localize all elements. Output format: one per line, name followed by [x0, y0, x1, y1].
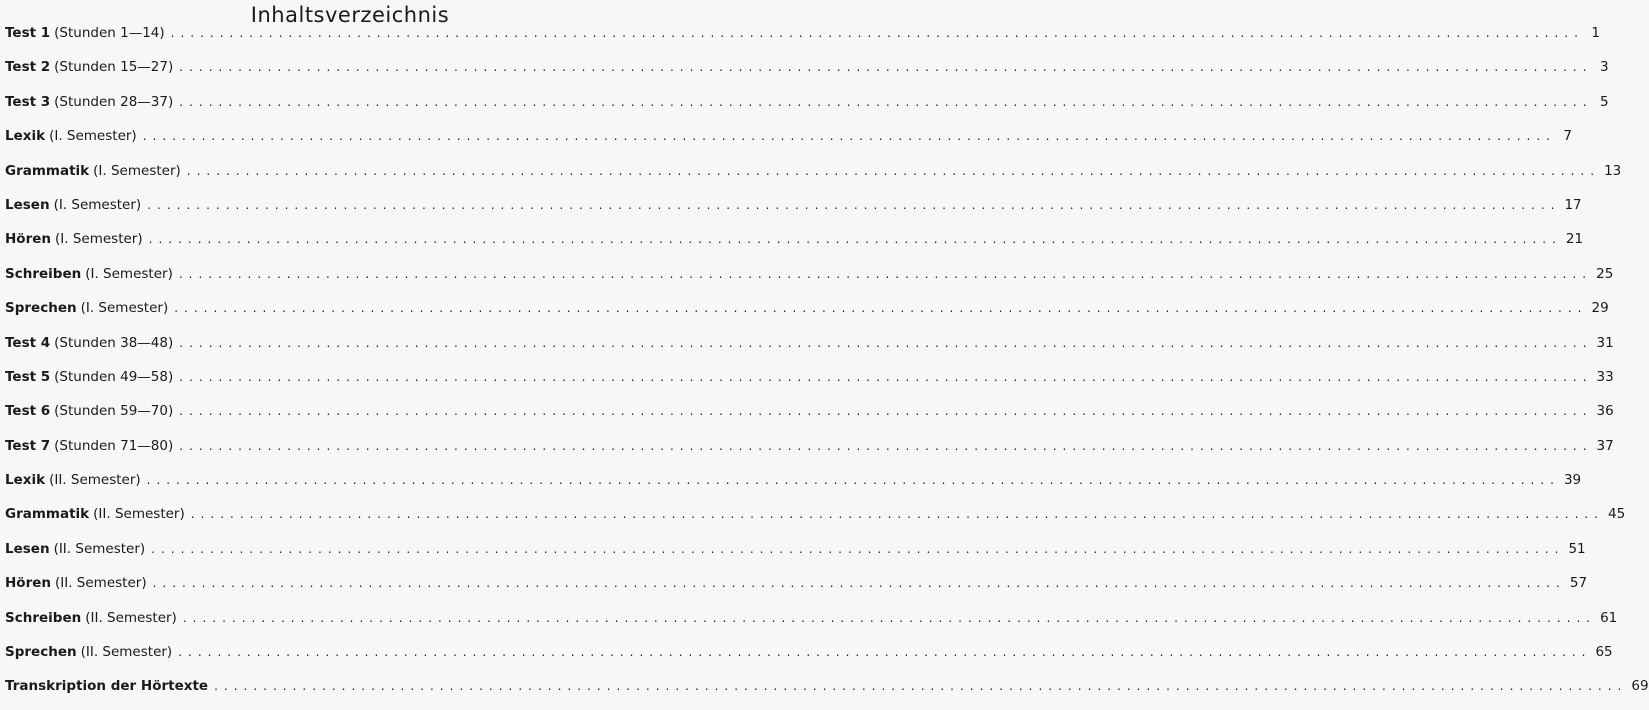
dot-leader: [179, 400, 1592, 422]
dot-leader: [179, 366, 1592, 388]
toc-entry-label: [5, 641, 172, 663]
toc-entry: [5, 538, 1586, 572]
dot-leader: [214, 675, 1627, 697]
page-number: 51: [1568, 540, 1586, 557]
page-number: 7: [1563, 128, 1572, 145]
toc-entry-subtitle: (II. Semester): [93, 506, 185, 523]
dot-leader: [153, 572, 1566, 594]
dot-leader: [174, 297, 1587, 319]
toc-entry: [5, 297, 1609, 331]
dot-leader: [149, 228, 1562, 250]
toc-entry-subtitle: (Stunden 28—37): [54, 93, 174, 110]
toc-entry-subtitle: (Stunden 1—14): [54, 25, 165, 41]
page-number: 36: [1596, 403, 1614, 420]
page-number: 33: [1596, 368, 1614, 385]
toc-entry: [5, 572, 1588, 606]
toc-entry: [5, 91, 1609, 125]
toc-entry: [5, 263, 1614, 297]
page-number: 25: [1596, 265, 1614, 282]
toc-entry-title: Schreiben: [5, 609, 82, 626]
dot-leader: [179, 332, 1592, 354]
toc-entry-subtitle: (I. Semester): [53, 196, 142, 213]
toc-entry: [5, 125, 1572, 159]
toc-entry-subtitle: (I. Semester): [55, 231, 143, 248]
toc-entry: [5, 228, 1584, 262]
toc-entry-title: Hören: [5, 231, 51, 248]
page-number: 69: [1631, 678, 1649, 695]
toc-entry: [5, 400, 1614, 434]
toc-entry-title: Sprechen: [5, 644, 77, 661]
page-number: 61: [1600, 609, 1618, 626]
toc-entry-subtitle: (Stunden 71—80): [54, 437, 174, 454]
dot-leader: [179, 56, 1592, 78]
dot-leader: [171, 22, 1584, 44]
toc-entry-label: [5, 56, 173, 78]
toc-entry-label: [5, 332, 173, 354]
page-number: 13: [1604, 162, 1622, 179]
toc-entry-label: [5, 400, 173, 422]
page-number: 57: [1569, 575, 1588, 592]
dot-leader: [179, 263, 1592, 285]
page-number: 5: [1599, 93, 1609, 110]
table-of-contents: [5, 22, 1649, 710]
toc-entry-title: Lexik: [5, 472, 46, 489]
toc-entry: [5, 641, 1613, 675]
dot-leader: [143, 125, 1556, 147]
page-number: 37: [1596, 437, 1614, 454]
toc-entry: [5, 366, 1614, 400]
toc-entry-subtitle: (II. Semester): [80, 644, 173, 661]
page-number: 29: [1591, 300, 1609, 317]
toc-entry-title: Test 5: [5, 368, 51, 385]
toc-entry-title: Lexik: [5, 128, 46, 145]
toc-entry-title: Sprechen: [5, 300, 77, 317]
toc-entry-label: [5, 469, 141, 491]
toc-entry-title: Test 1: [5, 25, 51, 41]
toc-entry-title: Grammatik: [5, 162, 90, 179]
toc-entry-label: [5, 366, 173, 388]
toc-entry-label: [5, 572, 147, 594]
toc-entry-label: [5, 263, 173, 285]
toc-entry-title: Schreiben: [5, 265, 82, 282]
page-number: 21: [1565, 231, 1584, 248]
toc-entry-label: [5, 503, 185, 525]
toc-entry-subtitle: (II. Semester): [85, 609, 177, 626]
toc-entry-label: [5, 675, 208, 697]
page-number: 3: [1599, 59, 1609, 76]
toc-entry-subtitle: (II. Semester): [53, 540, 146, 557]
toc-entry-label: [5, 228, 143, 250]
toc-entry-subtitle: (II. Semester): [55, 575, 147, 592]
toc-entry-label: [5, 91, 173, 113]
toc-entry-title: Test 2: [5, 59, 51, 76]
page-number: 39: [1563, 472, 1582, 489]
toc-entry: [5, 675, 1649, 709]
toc-entry-title: Transkription der Hörtexte: [5, 678, 209, 695]
toc-entry-subtitle: (Stunden 15—27): [54, 59, 174, 76]
toc-entry-subtitle: (II. Semester): [49, 472, 141, 489]
page-number: 17: [1564, 196, 1582, 213]
toc-entry-title: Hören: [5, 575, 51, 592]
dot-leader: [191, 503, 1604, 525]
toc-entry-label: [5, 194, 141, 216]
toc-entry-title: Lesen: [5, 196, 50, 213]
toc-entry: [5, 160, 1622, 194]
toc-entry-label: [5, 607, 177, 629]
page-title: Inhaltsverzeichnis: [250, 3, 450, 27]
page-number: 1: [1591, 25, 1600, 41]
toc-entry: [5, 56, 1609, 90]
toc-entry-subtitle: (I. Semester): [93, 162, 181, 179]
toc-entry-label: [5, 297, 168, 319]
toc-entry: [5, 435, 1614, 469]
toc-entry-subtitle: (I. Semester): [80, 300, 169, 317]
toc-entry-subtitle: (Stunden 49—58): [54, 368, 174, 385]
toc-entry-title: Test 6: [5, 403, 51, 420]
toc-entry: [5, 607, 1618, 641]
toc-entry-label: [5, 125, 137, 147]
toc-entry-title: Grammatik: [5, 506, 90, 523]
dot-leader: [147, 469, 1560, 491]
dot-leader: [179, 91, 1592, 113]
toc-entry-subtitle: (I. Semester): [49, 128, 137, 145]
page-number: 31: [1596, 334, 1614, 351]
toc-entry-label: [5, 538, 145, 560]
toc-entry-label: [5, 22, 165, 44]
page-number: 65: [1595, 644, 1613, 661]
dot-leader: [151, 538, 1564, 560]
toc-entry-subtitle: (I. Semester): [85, 265, 173, 282]
toc-entry-label: [5, 435, 173, 457]
page-number: 45: [1608, 506, 1626, 523]
toc-entry-title: Test 7: [5, 437, 51, 454]
dot-leader: [179, 435, 1592, 457]
toc-entry-title: Test 4: [5, 334, 51, 351]
toc-entry-title: Lesen: [5, 540, 50, 557]
toc-entry-label: [5, 160, 181, 182]
toc-entry: [5, 22, 1600, 56]
toc-entry: [5, 503, 1626, 537]
toc-entry-subtitle: (Stunden 38—48): [54, 334, 174, 351]
toc-entry: [5, 194, 1582, 228]
dot-leader: [178, 641, 1591, 663]
toc-entry: [5, 332, 1614, 366]
dot-leader: [147, 194, 1560, 216]
toc-entry-title: Test 3: [5, 93, 51, 110]
dot-leader: [183, 607, 1596, 629]
toc-entry-subtitle: (Stunden 59—70): [54, 403, 174, 420]
dot-leader: [187, 160, 1600, 182]
toc-entry: [5, 469, 1582, 503]
